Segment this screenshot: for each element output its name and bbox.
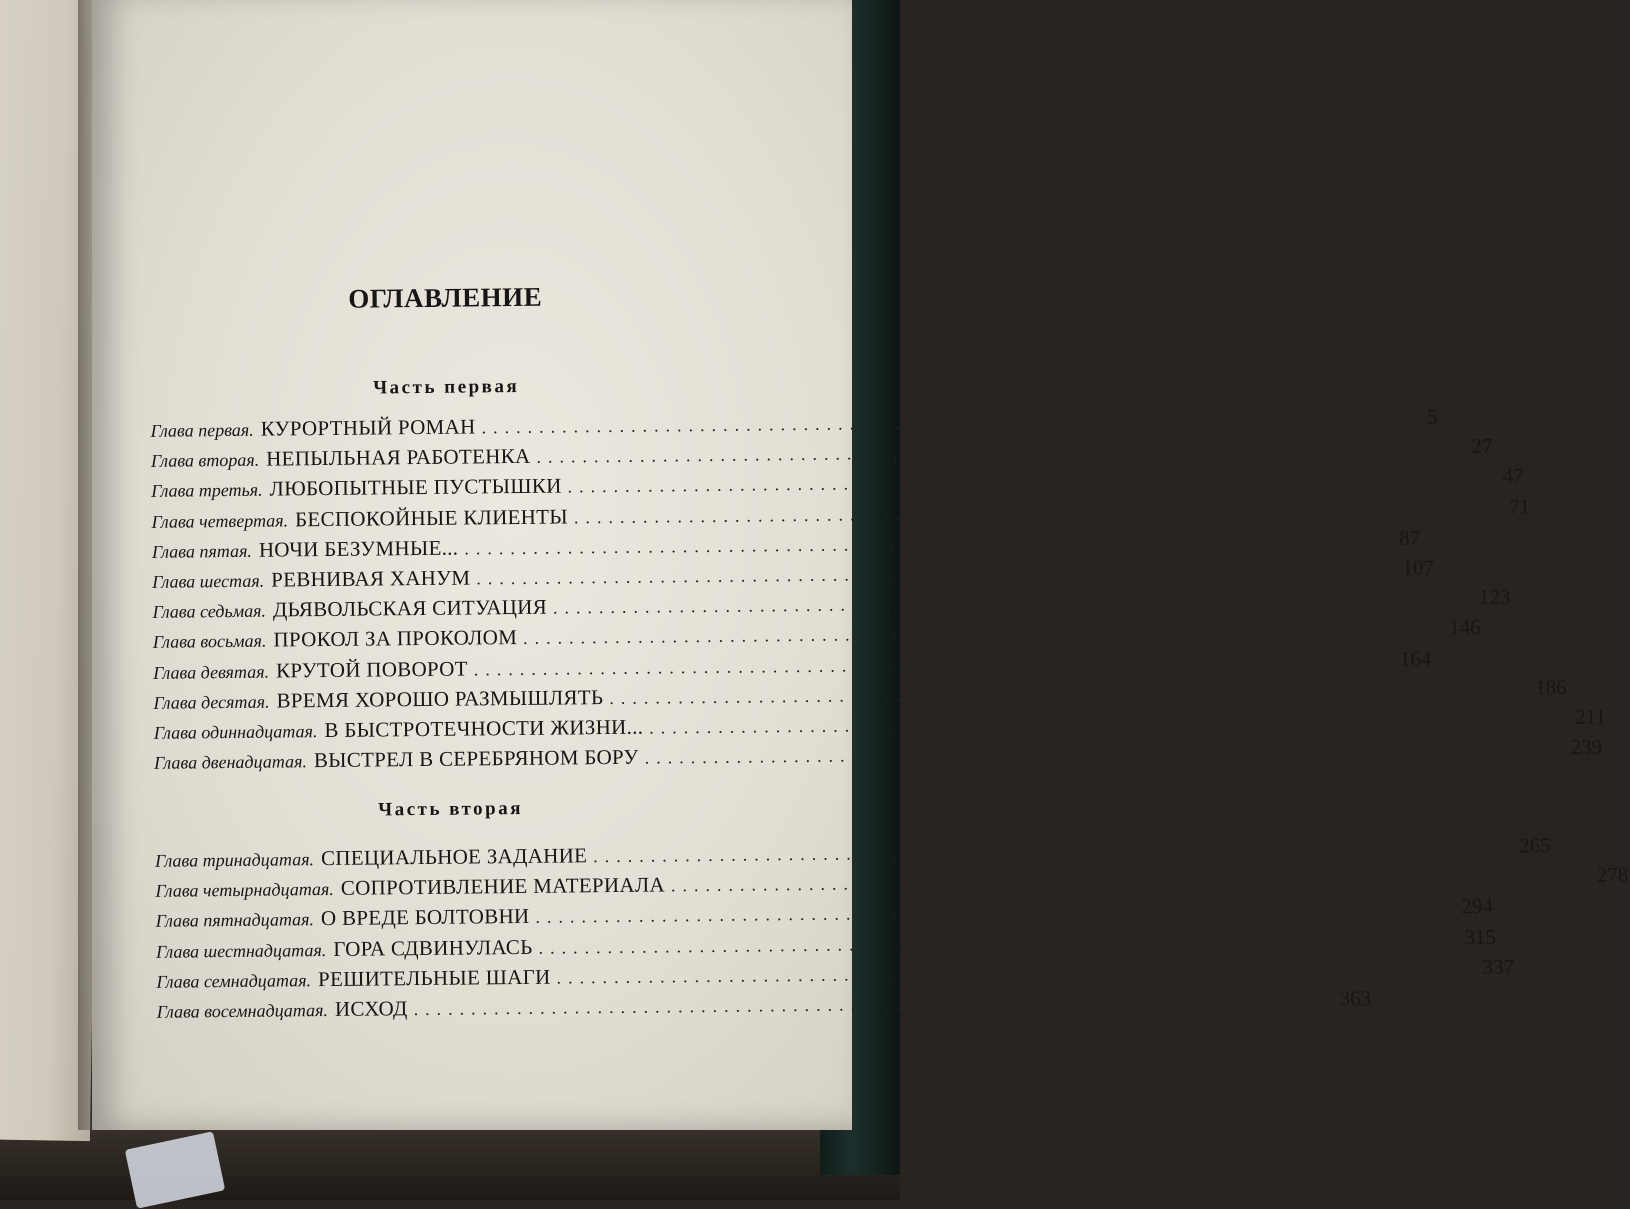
dot-leader: ................................................................................ <box>593 836 1514 867</box>
chapter-title: КУРОРТНЫЙ РОМАН <box>260 414 476 441</box>
part-heading-2: Часть вторая <box>378 797 524 821</box>
toc-entry <box>153 734 1603 777</box>
chapter-title: РЕВНИВАЯ ХАНУМ <box>271 565 471 592</box>
page-number: 239 <box>1570 734 1603 760</box>
page-number: 363 <box>1339 986 1372 1011</box>
chapter-label: Глава восьмая. <box>152 631 267 653</box>
page-number: 337 <box>1482 954 1515 979</box>
page-number: 123 <box>1478 584 1511 610</box>
page-number: 164 <box>1399 646 1432 671</box>
page-number: 186 <box>1535 674 1567 700</box>
chapter-title: В БЫСТРОТЕЧНОСТИ ЖИЗНИ... <box>324 714 644 743</box>
chapter-label: Глава семнадцатая. <box>156 969 312 992</box>
chapter-label: Глава шестнадцатая. <box>155 939 327 962</box>
page-number: 71 <box>1508 493 1530 519</box>
chapter-label: Глава шестая. <box>152 570 265 592</box>
chapter-title: О ВРЕДЕ БОЛТОВНИ <box>320 904 530 931</box>
toc-entry <box>156 986 1372 1026</box>
dot-leader: ................................................................................ <box>481 407 1402 438</box>
dot-leader: ................................................................................ <box>535 897 1456 928</box>
dot-leader: ................................................................................ <box>609 678 1530 708</box>
dot-leader: ................................................................................ <box>476 558 1397 589</box>
dot-leader: ................................................................................ <box>649 707 1570 738</box>
chapter-title: РЕШИТЕЛЬНЫЕ ШАГИ <box>317 964 551 991</box>
chapter-title: ВРЕМЯ ХОРОШО РАЗМЫШЛЯТЬ <box>276 684 604 713</box>
chapter-label: Глава восемнадцатая. <box>156 1000 329 1022</box>
chapter-label: Глава первая. <box>150 419 254 441</box>
part-heading-1: Часть первая <box>373 375 520 399</box>
chapter-label: Глава третья. <box>151 480 263 502</box>
page-number: 146 <box>1448 615 1481 640</box>
dot-leader: ................................................................................ <box>573 497 1494 527</box>
page-number: 315 <box>1464 924 1497 949</box>
chapter-title: ДЬЯВОЛЬСКАЯ СИТУАЦИЯ <box>272 594 548 622</box>
toc-title: ОГЛАВЛЕНИЕ <box>348 281 543 314</box>
page-number: 107 <box>1402 555 1434 580</box>
dot-leader: ................................................................................ <box>523 618 1444 649</box>
chapter-label: Глава двенадцатая. <box>153 751 307 773</box>
chapter-label: Глава пятнадцатая. <box>155 909 315 932</box>
chapter-title: СОПРОТИВЛЕНИЕ МАТЕРИАЛА <box>340 872 666 901</box>
chapter-title: БЕСПОКОЙНЫЕ КЛИЕНТЫ <box>294 504 569 531</box>
chapter-title: ВЫСТРЕЛ В СЕРЕБРЯНОМ БОРУ <box>313 744 639 773</box>
chapter-label: Глава десятая. <box>153 691 270 713</box>
page-number: 27 <box>1471 433 1493 459</box>
right-page <box>92 0 1629 1130</box>
dot-leader: ................................................................................ <box>536 437 1457 467</box>
chapter-label: Глава вторая. <box>150 449 260 472</box>
chapter-title: НЕПЫЛЬНАЯ РАБОТЕНКА <box>266 444 531 471</box>
chapter-label: Глава одиннадцатая. <box>153 721 318 743</box>
dot-leader: ................................................................................ <box>473 649 1394 680</box>
chapter-title: СПЕЦИАЛЬНОЕ ЗАДАНИЕ <box>320 843 588 871</box>
chapter-title: НОЧИ БЕЗУМНЫЕ... <box>258 535 459 562</box>
chapter-title: КРУТОЙ ПОВОРОТ <box>275 656 468 683</box>
page-number: 5 <box>1426 404 1438 429</box>
dot-leader: ................................................................................ <box>464 528 1385 559</box>
dot-leader: ................................................................................ <box>556 957 1477 988</box>
page-number: 294 <box>1461 894 1494 919</box>
chapter-label: Глава тринадцатая. <box>155 849 315 871</box>
dot-leader: ................................................................................ <box>538 927 1459 958</box>
dot-leader: ................................................................................ <box>670 865 1591 896</box>
chapter-label: Глава четвертая. <box>151 509 289 532</box>
dot-leader: ................................................................................ <box>552 588 1474 618</box>
chapter-title: ПРОКОЛ ЗА ПРОКОЛОМ <box>273 625 518 652</box>
chapter-title: ГОРА СДВИНУЛАСЬ <box>333 934 533 961</box>
chapter-label: Глава четырнадцатая. <box>155 879 334 901</box>
dot-leader: ................................................................................ <box>413 989 1334 1020</box>
page-number: 47 <box>1502 463 1524 489</box>
dot-leader: ................................................................................ <box>644 738 1565 768</box>
page-number: 265 <box>1519 833 1551 858</box>
chapter-title: ИСХОД <box>334 996 408 1021</box>
chapter-title: ЛЮБОПЫТНЫЕ ПУСТЫШКИ <box>269 473 562 501</box>
table-of-contents <box>132 0 1629 1090</box>
chapter-label: Глава седьмая. <box>152 600 267 623</box>
page-number: 211 <box>1575 704 1607 729</box>
chapter-label: Глава пятая. <box>151 540 252 562</box>
page-number: 278 <box>1596 862 1629 887</box>
chapter-label: Глава девятая. <box>153 661 270 683</box>
page-number: 87 <box>1399 525 1421 550</box>
dot-leader: ................................................................................ <box>567 467 1488 497</box>
